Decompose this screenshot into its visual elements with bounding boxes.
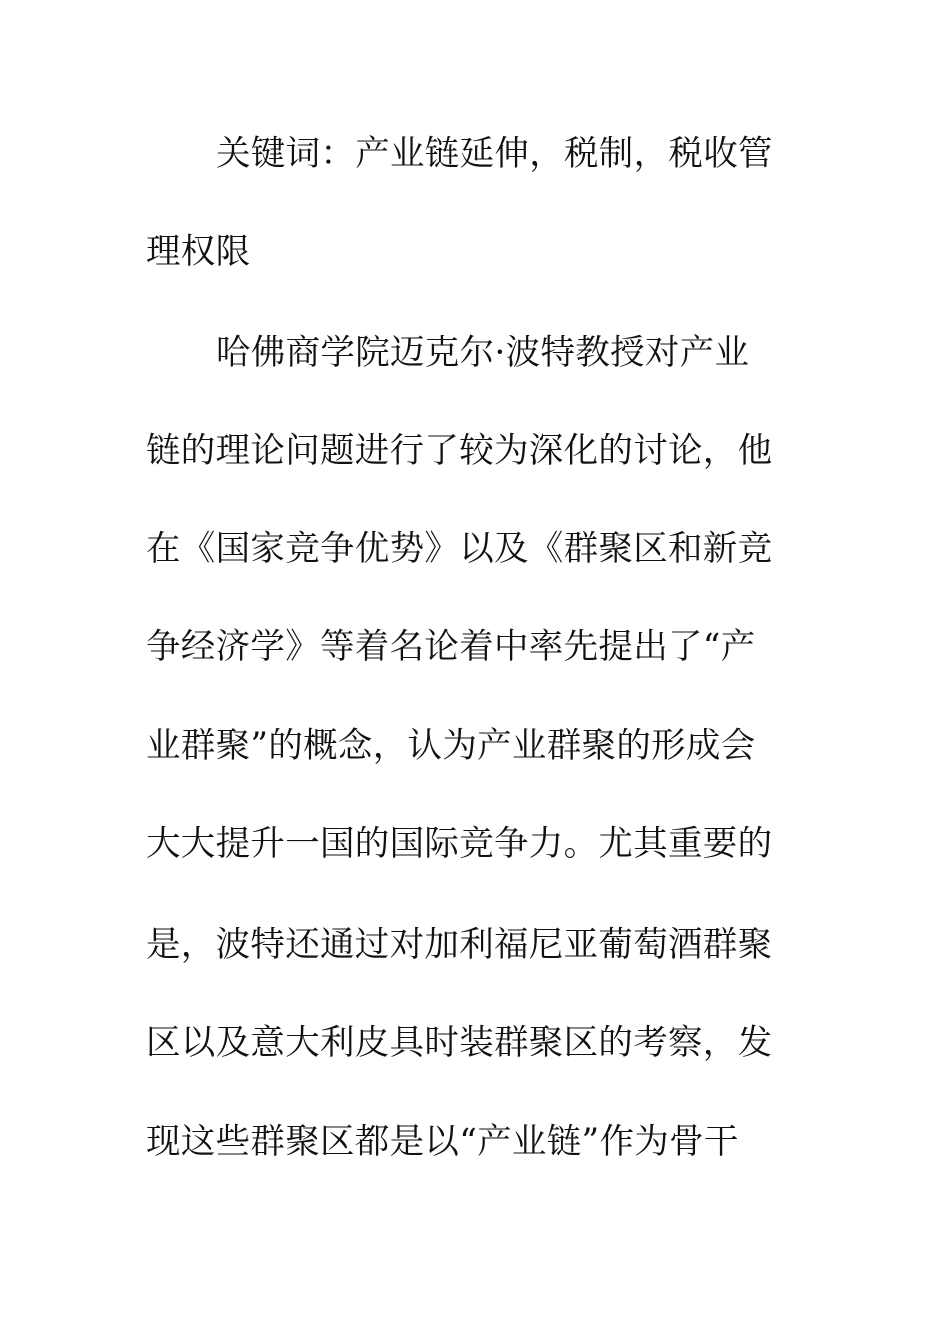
paragraph-line-3: 在《国家竞争优势》以及《群聚区和新竞 [146, 529, 773, 569]
paragraph-line-4: 争经济学》等着名论着中率先提出了“产 [146, 627, 756, 667]
paragraph-line-6: 大大提升一国的国际竞争力。尤其重要的 [146, 824, 773, 864]
keywords-line-1: 关键词：产业链延伸，税制，税收管 [216, 134, 773, 174]
paragraph-line-2: 链的理论问题进行了较为深化的讨论，他 [146, 431, 773, 471]
keywords-line-2: 理权限 [146, 232, 251, 272]
paragraph-line-5: 业群聚”的概念，认为产业群聚的形成会 [146, 726, 756, 766]
paragraph-line-1: 哈佛商学院迈克尔·波特教授对产业 [216, 333, 750, 373]
paragraph-line-9: 现这些群聚区都是以“产业链”作为骨干 [146, 1122, 739, 1162]
paragraph-line-7: 是，波特还通过对加利福尼亚葡萄酒群聚 [146, 925, 773, 965]
paragraph-line-8: 区以及意大利皮具时装群聚区的考察，发 [146, 1023, 773, 1063]
